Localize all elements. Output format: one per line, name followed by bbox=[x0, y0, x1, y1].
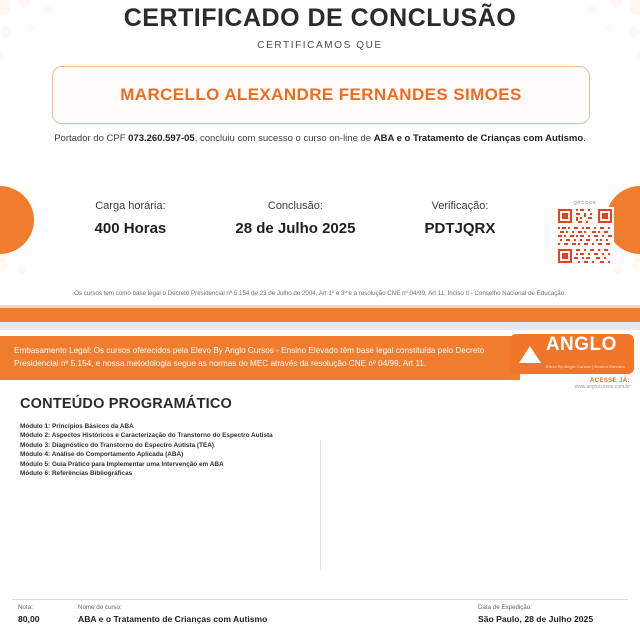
footer-issue-date-label: Data de Expedição: bbox=[478, 604, 533, 611]
meta-conclusion-label: Conclusão: bbox=[267, 200, 323, 212]
statement-middle: , concluiu com sucesso o curso on-line de bbox=[194, 133, 374, 144]
footer-course-value: ABA e o Tratamento de Crianças com Autismo bbox=[78, 614, 268, 624]
brand-tagline: Elevo By Anglo Cursos | Ensino Elevado bbox=[545, 363, 626, 369]
meta-conclusion-value: 28 de Julho 2025 bbox=[235, 220, 356, 237]
footer-course bbox=[78, 604, 267, 624]
student-name: MARCELLO ALEXANDRE FERNANDES SIMOES bbox=[120, 85, 522, 104]
vertical-divider bbox=[320, 440, 321, 570]
certificate-subtitle: CERTIFICAMOS QUE bbox=[257, 40, 383, 51]
anglo-logo bbox=[510, 334, 634, 374]
access-label: ACESSE JÁ: bbox=[589, 378, 630, 384]
meta-conclusion bbox=[235, 200, 355, 237]
meta-verification-value: PDTJQRX bbox=[424, 220, 496, 237]
meta-verification-label: Verificação: bbox=[431, 200, 489, 212]
brand-name: ANGLO bbox=[545, 333, 617, 355]
meta-workload bbox=[95, 200, 167, 237]
list-item: Módulo 3: Diagnóstico do Transtorno do Espectro Autista (TEA) bbox=[20, 441, 214, 449]
footer-grade-value: 80,00 bbox=[18, 614, 40, 624]
list-item: Módulo 4: Análise do Comportamento Aplicada (ABA) bbox=[20, 451, 184, 459]
syllabus-footer bbox=[0, 600, 640, 638]
course-name: ABA e o Tratamento de Crianças com Autismo bbox=[373, 133, 584, 144]
meta-verification bbox=[425, 200, 496, 237]
certificate-statement bbox=[0, 133, 640, 144]
footer-issue-date-value: São Paulo, 28 de Julho 2025 bbox=[478, 614, 594, 624]
footer-grade-label: Nota: bbox=[18, 604, 33, 611]
legal-banner: Embasamento Legal: Os cursos oferecidos pela Elevo By Anglo Cursos - Ensino Elevado têm base legal constituída pelo Decreto Presidencial nº 5.154, e nossa metodologia segue as normas do MEC através da resolução CNE nº 04/99, Art 11. bbox=[0, 336, 520, 380]
certificate-title: CERTIFICADO DE CONCLUSÃO bbox=[123, 4, 517, 32]
syllabus-page bbox=[0, 330, 640, 640]
student-cpf: 073.260.597-05 bbox=[128, 133, 195, 144]
syllabus-title: CONTEÚDO PROGRAMÁTICO bbox=[20, 396, 233, 412]
student-name-box bbox=[52, 66, 590, 124]
list-item: Módulo 1: Princípios Básicos da ABA bbox=[20, 423, 134, 430]
certificate-meta bbox=[60, 200, 530, 237]
triangle-icon bbox=[519, 346, 541, 363]
list-item: Módulo 5: Guia Prático para Implementar uma Intervenção em ABA bbox=[20, 460, 224, 468]
access-info bbox=[574, 378, 630, 390]
meta-workload-label: Carga horária: bbox=[95, 200, 166, 212]
qr-code-icon[interactable] bbox=[556, 207, 614, 265]
footer-grade bbox=[18, 604, 40, 624]
module-list bbox=[20, 422, 440, 478]
certificate-legal-note: Os cursos tem como base legal o Decreto Presidencial nº 5.154 de 23 de Julho de 2004, Art 1º e 3º e a resolução CNE nº 04/99, Art 11, Inciso II - Conselho Nacional de Educação. bbox=[74, 290, 566, 297]
list-item: Módulo 6: Referências Bibliográficas bbox=[20, 470, 133, 478]
statement-suffix: . bbox=[583, 133, 586, 144]
access-site[interactable]: www.anglocursos.com.br bbox=[574, 384, 630, 390]
qr-caption: QRCODE bbox=[573, 200, 597, 205]
footer-course-label: Nome do curso: bbox=[78, 604, 122, 611]
certificate-bottom-bar bbox=[0, 308, 640, 322]
statement-prefix: Portador do CPF bbox=[54, 133, 129, 144]
qr-section bbox=[554, 200, 616, 265]
meta-workload-value: 400 Horas bbox=[94, 220, 167, 237]
list-item: Módulo 2: Aspectos Históricos e Caracterização do Transtorno do Espectro Autista bbox=[20, 432, 273, 440]
footer-issue-date bbox=[478, 604, 593, 624]
